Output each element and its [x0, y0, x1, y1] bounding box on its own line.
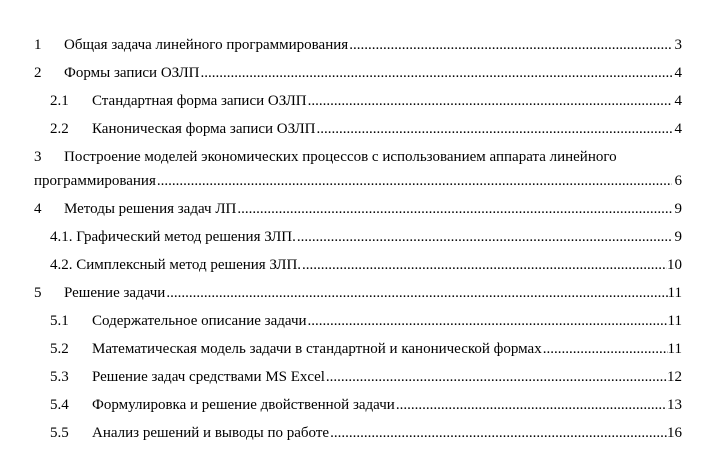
- toc-page-number: 9: [674, 229, 682, 245]
- toc-entry[interactable]: [34, 35, 682, 55]
- toc-leader: [157, 171, 672, 191]
- toc-entry[interactable]: [34, 63, 682, 83]
- toc-entry[interactable]: [34, 91, 682, 111]
- toc-leader: [326, 367, 667, 387]
- toc-title: Стандартная форма записи ОЗЛП: [92, 93, 307, 109]
- toc-title: Содержательное описание задачи: [92, 313, 307, 329]
- toc-number: 5.3: [50, 369, 69, 385]
- toc-leader: [317, 119, 672, 139]
- toc-title: Общая задача линейного программирования: [64, 37, 349, 53]
- toc-entry[interactable]: [34, 311, 682, 331]
- toc-page-number: 4: [674, 121, 682, 137]
- toc-page-number: 11: [667, 285, 682, 301]
- toc-page-number: 3: [674, 37, 682, 53]
- toc-leader: [166, 283, 667, 303]
- toc-title: Анализ решений и выводы по работе: [92, 425, 330, 441]
- toc-entry[interactable]: [34, 119, 682, 139]
- toc-number: 5.4: [50, 397, 69, 413]
- toc-number: 3: [34, 149, 42, 165]
- toc-entry[interactable]: [34, 423, 682, 443]
- toc-leader: [201, 63, 672, 83]
- toc-leader: [396, 395, 667, 415]
- toc-number: 5.1: [50, 313, 69, 329]
- toc-title: Решение задач средствами MS Excel: [92, 369, 325, 385]
- toc-number: 2.1: [50, 93, 69, 109]
- toc-entry[interactable]: [34, 339, 682, 359]
- toc-leader: [302, 255, 667, 275]
- toc-leader: [349, 35, 672, 55]
- toc-page-number: 10: [667, 257, 682, 273]
- toc-title: 4.1. Графический метод решения ЗЛП.: [50, 229, 296, 245]
- toc-page-number: 16: [667, 425, 682, 441]
- toc-number: 5: [34, 285, 42, 301]
- toc-entry[interactable]: [34, 283, 682, 303]
- toc-number: 5.5: [50, 425, 69, 441]
- toc-entry[interactable]: [34, 395, 682, 415]
- toc-title-continued: программирования: [34, 173, 156, 189]
- toc-page-number: 6: [674, 173, 682, 189]
- toc-page-number: 4: [674, 93, 682, 109]
- toc-page-number: 4: [674, 65, 682, 81]
- toc-page-number: 11: [667, 313, 682, 329]
- toc-title: Математическая модель задачи в стандартной и канонической формах: [92, 341, 542, 357]
- toc-entry[interactable]: [34, 227, 682, 247]
- toc-number: 1: [34, 37, 42, 53]
- toc-title: Построение моделей экономических процессов с использованием аппарата линейного: [64, 149, 617, 165]
- toc-number: 2: [34, 65, 42, 81]
- toc-leader: [308, 311, 668, 331]
- toc-leader: [308, 91, 672, 111]
- toc-title: Методы решения задач ЛП: [64, 201, 237, 217]
- toc-page-number: 12: [667, 369, 682, 385]
- toc-leader: [330, 423, 667, 443]
- toc-page-number: 11: [667, 341, 682, 357]
- toc-entry[interactable]: [34, 255, 682, 275]
- toc-number: 2.2: [50, 121, 69, 137]
- toc-leader: [237, 199, 672, 219]
- toc-leader: [543, 339, 668, 359]
- toc-title: Решение задачи: [64, 285, 166, 301]
- toc-page-number: 9: [674, 201, 682, 217]
- toc-entry[interactable]: [34, 199, 682, 219]
- toc-title: 4.2. Симплексный метод решения ЗЛП.: [50, 257, 302, 273]
- toc-leader: [297, 227, 672, 247]
- toc-title: Формулировка и решение двойственной задачи: [92, 397, 395, 413]
- toc-entry[interactable]: [34, 147, 682, 195]
- toc-title: Формы записи ОЗЛП: [64, 65, 200, 81]
- toc-title: Каноническая форма записи ОЗЛП: [92, 121, 316, 137]
- toc-entry[interactable]: [34, 367, 682, 387]
- toc-number: 4: [34, 201, 42, 217]
- toc-number: 5.2: [50, 341, 69, 357]
- toc-page-number: 13: [667, 397, 682, 413]
